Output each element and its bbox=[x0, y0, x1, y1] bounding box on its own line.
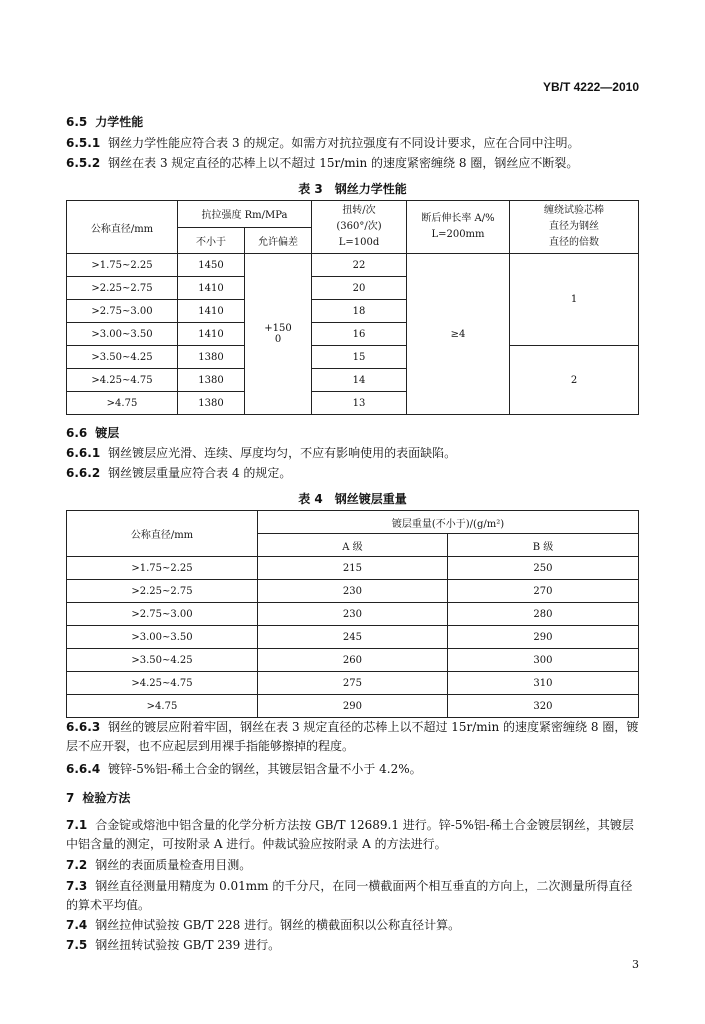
clause-text: 钢丝拉伸试验按 GB/T 228 进行。钢丝的横截面积以公称直径计算。 bbox=[95, 918, 461, 932]
header-elongation: 断后伸长率 A/% L=200mm bbox=[407, 201, 510, 254]
table-row: >4.25~4.75 275 310 bbox=[67, 672, 639, 695]
header-grade-b: B 级 bbox=[447, 534, 638, 557]
section-title: 检验方法 bbox=[82, 791, 131, 805]
clause-number: 6.6.2 bbox=[66, 466, 101, 480]
clause-text: 钢丝扭转试验按 GB/T 239 进行。 bbox=[95, 938, 281, 952]
clause-text: 钢丝镀层应光滑、连续、厚度均匀，不应有影响使用的表面缺陷。 bbox=[108, 446, 457, 460]
header-grade-a: A 级 bbox=[258, 534, 448, 557]
table-row: >2.75~3.00 230 280 bbox=[67, 603, 639, 626]
clause-number: 6.6.4 bbox=[66, 762, 101, 776]
table-row: >3.50~4.25 1380 15 2 bbox=[67, 346, 639, 369]
clause-text: 钢丝力学性能应符合表 3 的规定。如需方对抗拉强度有不同设计要求，应在合同中注明。 bbox=[108, 136, 580, 150]
clause-text: 钢丝镀层重量应符合表 4 的规定。 bbox=[108, 466, 292, 480]
section-number: 6.6 bbox=[66, 426, 88, 440]
clause-text: 镀锌-5%铝-稀土合金的钢丝，其镀层铝含量不小于 4.2%。 bbox=[108, 762, 422, 776]
section-title: 力学性能 bbox=[95, 115, 144, 129]
clause-text: 钢丝的表面质量检查用目测。 bbox=[95, 858, 252, 872]
tolerance-cell: +150 0 bbox=[245, 254, 312, 415]
clause-7-3 bbox=[66, 877, 642, 915]
header-torsion: 扭转/次 (360°/次) L=100d bbox=[312, 201, 407, 254]
clause-6-6-1 bbox=[66, 444, 456, 462]
clause-number: 7.3 bbox=[66, 879, 88, 893]
clause-6-6-3 bbox=[66, 718, 642, 756]
elongation-cell: ≥4 bbox=[407, 254, 510, 415]
clause-text: 钢丝的镀层应附着牢固，钢丝在表 3 规定直径的芯棒上以不超过 15r/min 的速度紧密缠绕 8 圈，镀层不应开裂，也不应起层到用裸手指能够擦掉的程度。 bbox=[66, 720, 639, 753]
clause-7-5 bbox=[66, 936, 280, 954]
table-row: >2.25~2.75 1410 20 bbox=[67, 277, 639, 300]
clause-6-6-2 bbox=[66, 464, 291, 482]
table-row: >4.75 1380 13 bbox=[67, 392, 639, 415]
clause-text: 合金锭或熔池中铝含量的化学分析方法按 GB/T 12689.1 进行。锌-5%铝-稀土合金镀层钢丝，其镀层中铝含量的测定，可按附录 A 进行。仲裁试验应按附录 A 的方法进行。 bbox=[66, 818, 634, 851]
section-6-5-heading bbox=[66, 113, 143, 131]
standard-number: YB/T 4222—2010 bbox=[542, 80, 639, 94]
section-6-6-heading bbox=[66, 424, 119, 442]
clause-6-5-2 bbox=[66, 154, 578, 172]
table-row: >1.75~2.25 215 250 bbox=[67, 557, 639, 580]
section-title: 镀层 bbox=[95, 426, 120, 440]
table-3-caption: 表 3 钢丝力学性能 bbox=[298, 182, 407, 196]
header-min: 不小于 bbox=[178, 227, 245, 254]
table-row: >3.00~3.50 245 290 bbox=[67, 626, 639, 649]
page-number: 3 bbox=[632, 958, 639, 971]
section-7-heading bbox=[66, 789, 130, 807]
winding-cell-a: 1 bbox=[510, 254, 639, 346]
table-3 bbox=[66, 200, 639, 415]
header-diameter: 公称直径/mm bbox=[67, 201, 178, 254]
header-tensile: 抗拉强度 Rm/MPa bbox=[178, 201, 312, 228]
table-4 bbox=[66, 510, 639, 718]
clause-number: 6.5.2 bbox=[66, 156, 101, 170]
table-row: >2.25~2.75 230 270 bbox=[67, 580, 639, 603]
clause-text: 钢丝直径测量用精度为 0.01mm 的千分尺，在同一横截面两个相互垂直的方向上，二次测量所得直径的算术平均值。 bbox=[66, 879, 633, 912]
header-winding: 缠绕试验芯棒 直径为钢丝 直径的倍数 bbox=[510, 201, 639, 254]
table-row: >3.00~3.50 1410 16 bbox=[67, 323, 639, 346]
clause-number: 7.5 bbox=[66, 938, 88, 952]
header-diameter: 公称直径/mm bbox=[67, 511, 258, 557]
clause-6-6-4 bbox=[66, 760, 422, 778]
table-row: >2.75~3.00 1410 18 bbox=[67, 300, 639, 323]
header-tolerance: 允许偏差 bbox=[245, 227, 312, 254]
section-number: 7 bbox=[66, 791, 75, 805]
clause-number: 6.6.3 bbox=[66, 720, 101, 734]
table-row: >3.50~4.25 260 300 bbox=[67, 649, 639, 672]
clause-7-4 bbox=[66, 916, 460, 934]
clause-7-1 bbox=[66, 816, 642, 854]
clause-text: 钢丝在表 3 规定直径的芯棒上以不超过 15r/min 的速度紧密缠绕 8 圈，钢丝应不断裂。 bbox=[108, 156, 579, 170]
clause-number: 7.2 bbox=[66, 858, 88, 872]
table-4-caption: 表 4 钢丝镀层重量 bbox=[298, 492, 407, 506]
clause-number: 6.6.1 bbox=[66, 446, 101, 460]
table-row: >4.75 290 320 bbox=[67, 695, 639, 718]
clause-6-5-1 bbox=[66, 134, 579, 152]
header-weight: 镀层重量(不小于)/(g/m²) bbox=[258, 511, 639, 534]
section-number: 6.5 bbox=[66, 115, 88, 129]
clause-number: 6.5.1 bbox=[66, 136, 101, 150]
table-row: >4.25~4.75 1380 14 bbox=[67, 369, 639, 392]
clause-7-2 bbox=[66, 856, 251, 874]
winding-cell-b: 2 bbox=[510, 346, 639, 415]
clause-number: 7.4 bbox=[66, 918, 88, 932]
clause-number: 7.1 bbox=[66, 818, 88, 832]
table-row: >1.75~2.25 1450 +150 0 22 ≥4 1 bbox=[67, 254, 639, 277]
